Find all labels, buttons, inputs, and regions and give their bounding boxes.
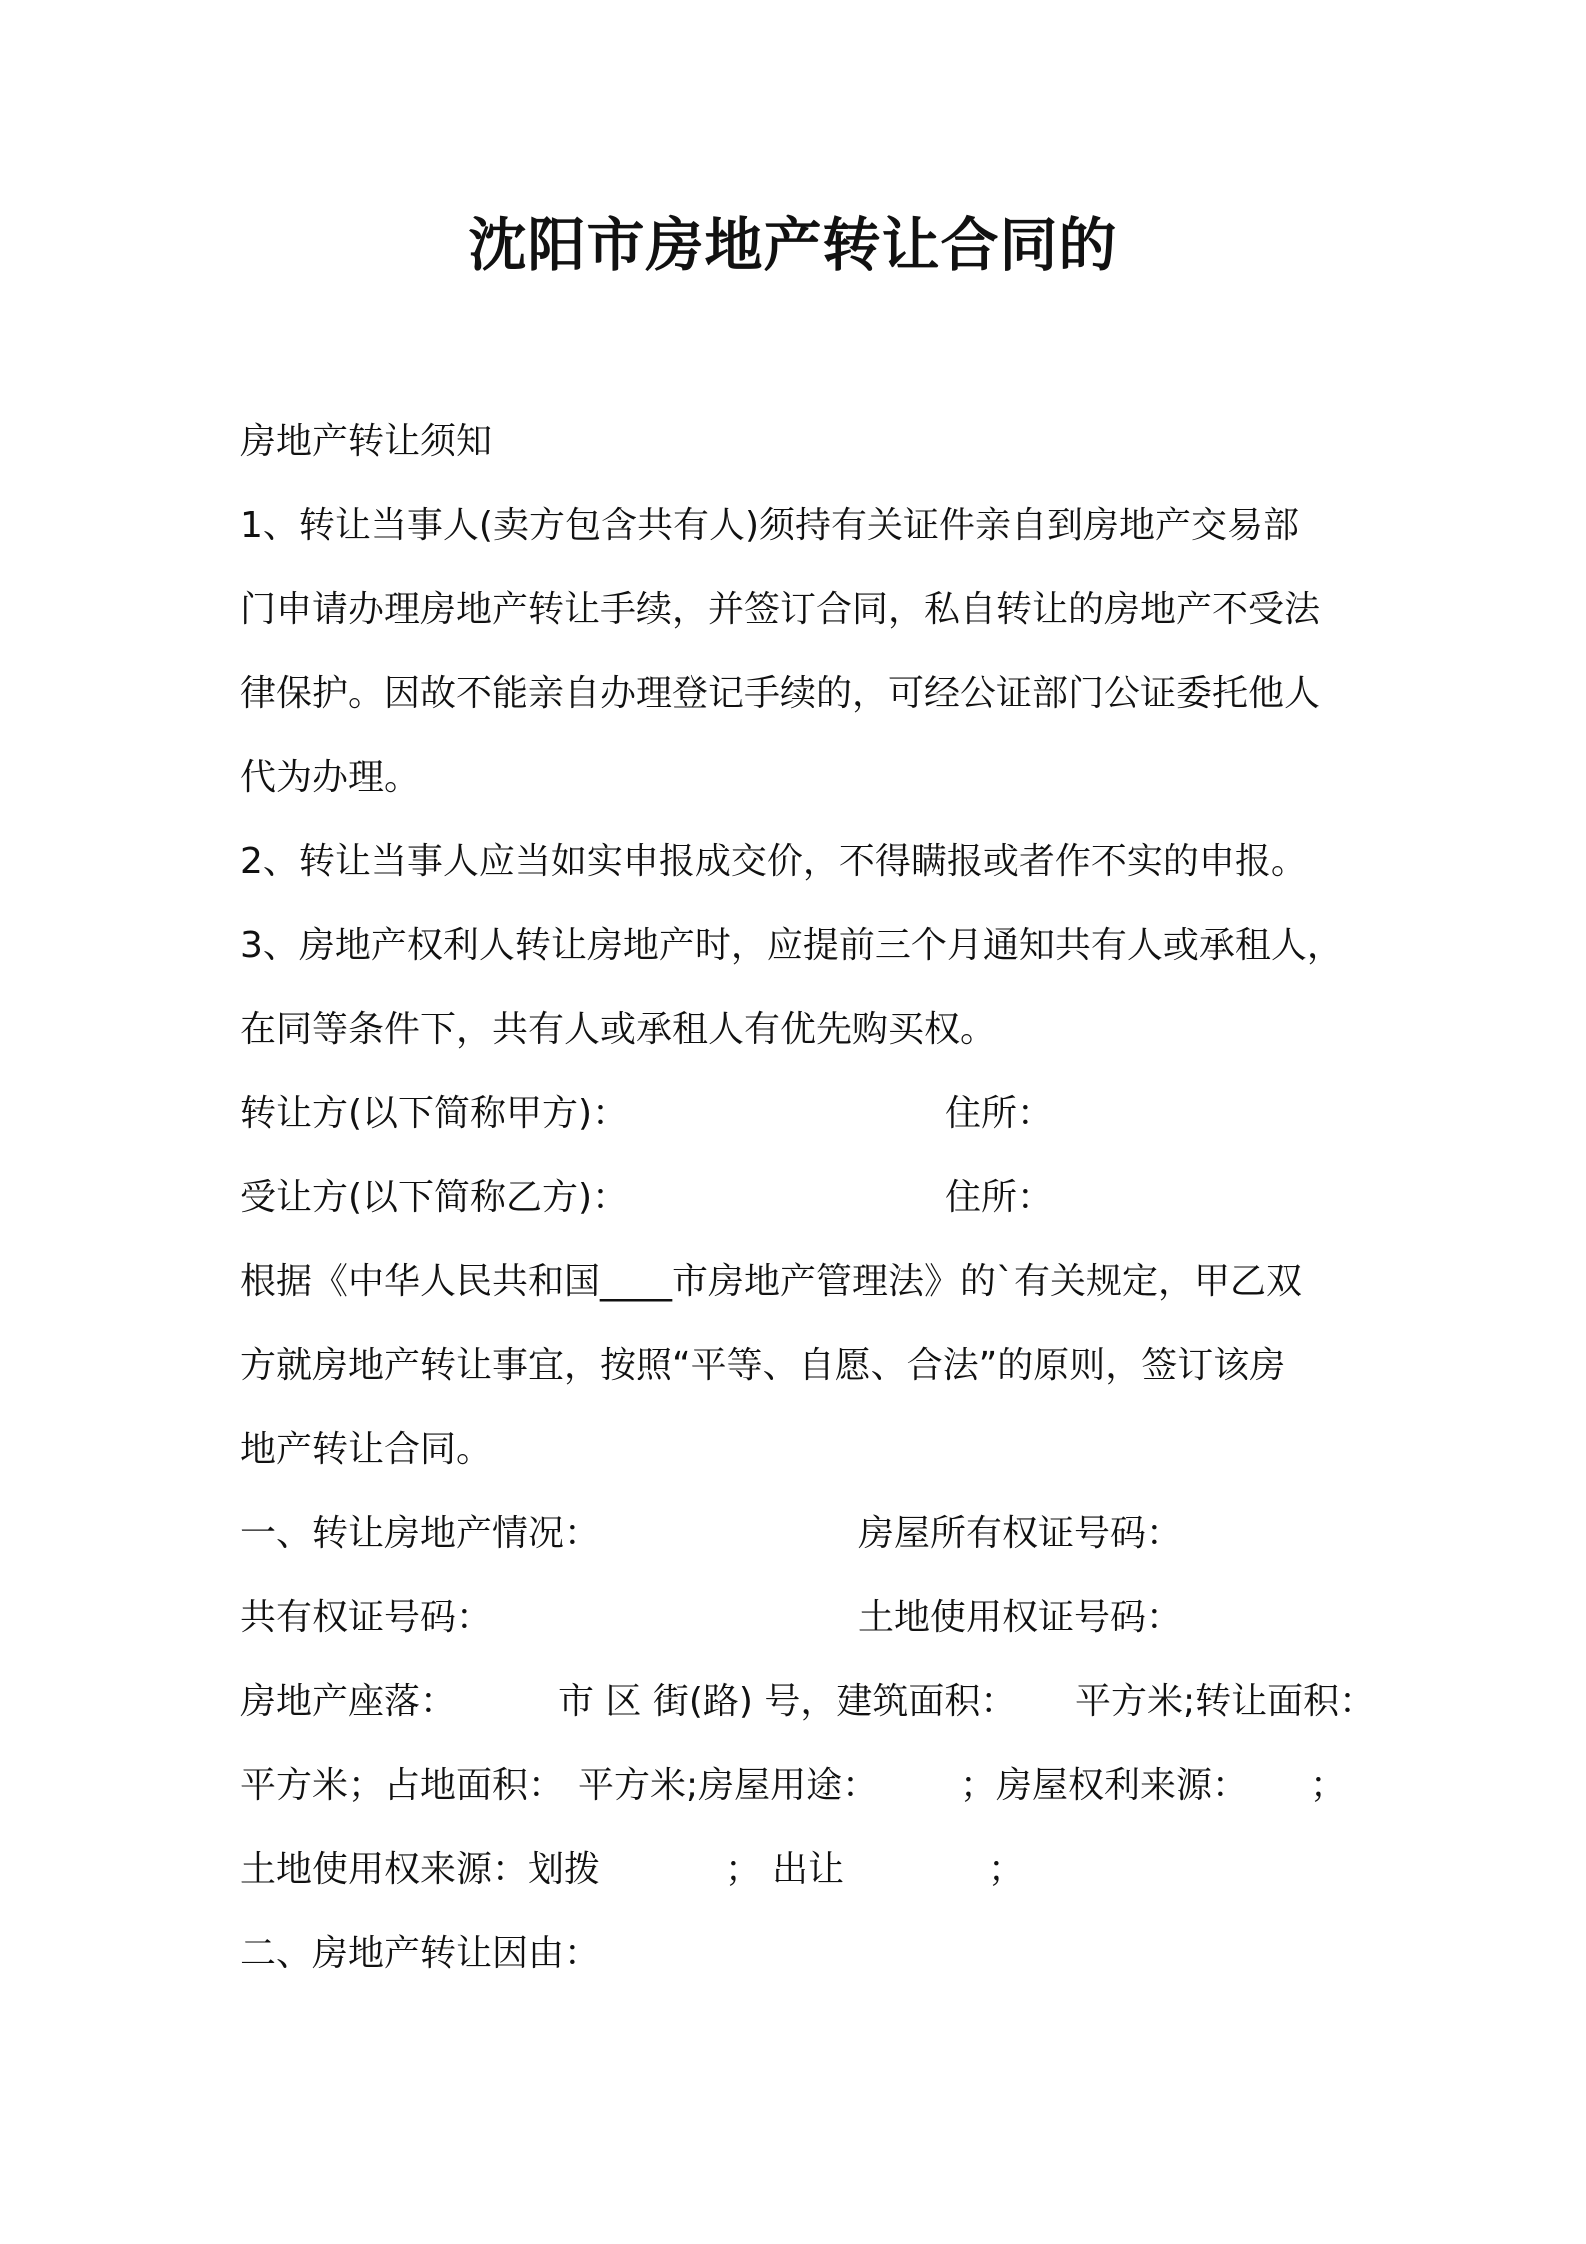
house-ownership-cert-label: 房屋所有权证号码： [858, 1513, 1183, 1554]
notice-heading: 房地产转让须知 [240, 421, 493, 462]
address-area-label: 市 区 街(路) 号，建筑面积： [558, 1681, 1017, 1722]
notice-item-1-line-2: 门申请办理房地产转让手续，并签订合同，私自转让的房地产不受法 [240, 589, 1321, 630]
rights-source-end: ； [1310, 1765, 1347, 1806]
preamble-line-2: 方就房地产转让事宜，按照“平等、自愿、合法”的原则，签订该房 [240, 1345, 1286, 1386]
section-1-line [240, 1492, 1370, 1576]
land-use-cert-label: 土地使用权证号码： [858, 1597, 1183, 1638]
document-body [240, 400, 1376, 1996]
area-usage-line [240, 1744, 1370, 1828]
transferee-line [240, 1156, 1370, 1240]
land-source-end: ； [988, 1849, 1025, 1890]
cert-numbers-line [240, 1576, 1370, 1660]
rights-source-label: ；房屋权利来源： [960, 1765, 1249, 1806]
notice-item-3-line-1: 3、房地产权利人转让房地产时，应提前三个月通知共有人或承租人， [240, 925, 1343, 966]
land-source-grant-label: 出让 [772, 1849, 845, 1890]
transfer-area-label: 平方米;转让面积： [1075, 1681, 1376, 1722]
notice-item-1-line-3: 律保护。因故不能亲自办理登记手续的，可经公证部门公证委托他人 [240, 673, 1321, 714]
land-source-separator: ； [725, 1849, 762, 1890]
transferor-line [240, 1072, 1370, 1156]
notice-item-1-line-4: 代为办理。 [240, 757, 421, 798]
notice-item-2: 2、转让当事人应当如实申报成交价，不得瞒报或者作不实的申报。 [240, 841, 1307, 882]
section-2-heading: 二、房地产转让因由： [240, 1933, 601, 1974]
preamble-line-3: 地产转让合同。 [240, 1429, 493, 1470]
document-title: 沈阳市房地产转让合同的 [468, 211, 1118, 279]
transferor-address-label: 住所： [945, 1093, 1054, 1134]
notice-item-3-line-2: 在同等条件下，共有人或承租人有优先购买权。 [240, 1009, 997, 1050]
location-line [240, 1660, 1376, 1744]
preamble-line-1: 根据《中华人民共和国____市房地产管理法》的`有关规定，甲乙双 [240, 1261, 1303, 1302]
land-area-label: 平方米；占地面积： [240, 1765, 565, 1806]
land-source-line [240, 1828, 1370, 1912]
co-ownership-cert-label: 共有权证号码： [240, 1597, 493, 1638]
location-label: 房地产座落： [240, 1681, 457, 1722]
notice-item-1-line-1: 1、转让当事人(卖方包含共有人)须持有关证件亲自到房地产交易部 [240, 505, 1299, 546]
transferee-label: 受让方(以下简称乙方)： [240, 1177, 629, 1218]
transferee-address-label: 住所： [945, 1177, 1054, 1218]
house-usage-label: 平方米;房屋用途： [578, 1765, 879, 1806]
section-1-heading: 一、转让房地产情况： [240, 1513, 601, 1554]
land-source-allocation-label: 土地使用权来源：划拨 [240, 1849, 601, 1890]
transferor-label: 转让方(以下简称甲方)： [240, 1093, 629, 1134]
